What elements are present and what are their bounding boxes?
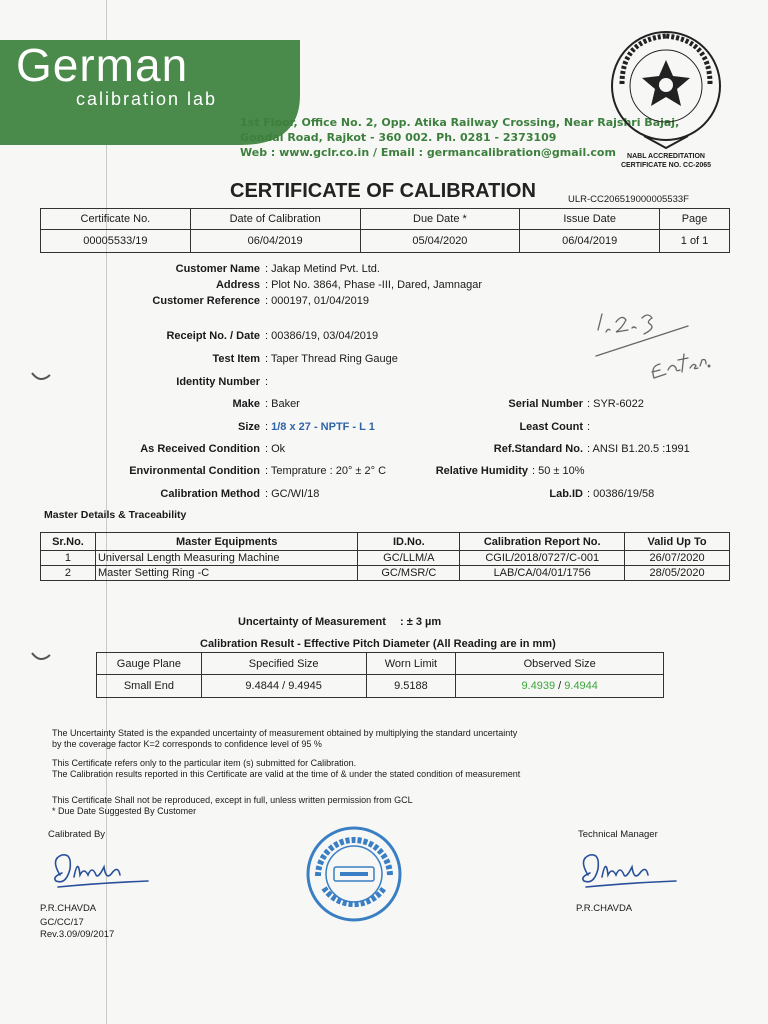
- address-line: Gondal Road, Rajkot - 360 002. Ph. 0281 - 2373109: [240, 131, 557, 144]
- test-item-label: Test Item: [212, 353, 260, 365]
- column-header: Page: [660, 209, 730, 230]
- table-cell: 28/05/2020: [625, 566, 730, 581]
- gauge-plane-cell: Small End: [97, 675, 202, 698]
- column-header: Issue Date: [520, 209, 660, 230]
- lab-stamp: [304, 824, 404, 924]
- calibration-result-title: Calibration Result - Effective Pitch Diameter (All Reading are in mm): [200, 638, 556, 650]
- address-line: 1st Floor, Office No. 2, Opp. Atika Railway Crossing, Near Rajshri Bajaj,: [240, 116, 680, 129]
- make-label: Make: [232, 398, 260, 410]
- ref-standard-value: : ANSI B1.20.5 :1991: [587, 443, 690, 455]
- manager-name: P.R.CHAVDA: [576, 903, 633, 914]
- due-date: 05/04/2020: [360, 230, 520, 253]
- table-row: [41, 566, 730, 581]
- note-line: * Due Date Suggested By Customer: [52, 806, 197, 816]
- certificate-summary-table: [40, 208, 730, 253]
- as-received-label: As Received Condition: [140, 443, 260, 455]
- serial-number-value: : SYR-6022: [587, 398, 644, 410]
- size-highlight: 1/8 x 27 - NPTF - L 1: [271, 421, 375, 433]
- worn-limit-cell: 9.5188: [366, 675, 456, 698]
- note-line: by the coverage factor K=2 corresponds to confidence level of 95 %: [52, 739, 322, 749]
- table-row: [97, 675, 664, 698]
- make-value: : Baker: [265, 398, 300, 410]
- punch-hole-mark: [30, 650, 52, 664]
- signature: [48, 845, 158, 895]
- uncertainty-value: : ± 3 µm: [400, 616, 442, 628]
- observed-value: 9.4939: [521, 680, 556, 692]
- column-header: ID.No.: [358, 533, 460, 551]
- note-line: The Calibration results reported in this Certificate are valid at the time of & under the stated condition of measurement: [52, 769, 521, 779]
- master-details-title: Master Details & Traceability: [44, 509, 187, 521]
- punch-hole-mark: [30, 370, 52, 384]
- table-cell: Master Setting Ring -C: [95, 566, 357, 581]
- signature: [576, 845, 686, 895]
- table-cell: Universal Length Measuring Machine: [95, 551, 357, 566]
- environment-label: Environmental Condition: [129, 465, 260, 477]
- column-header: Gauge Plane: [97, 653, 202, 675]
- size-label: Size: [237, 421, 260, 433]
- observed-value: 9.4944: [564, 680, 598, 692]
- master-equipment-table: [40, 532, 730, 581]
- observed-size-cell: [456, 675, 664, 698]
- column-header: Date of Calibration: [190, 209, 360, 230]
- certificate-title: CERTIFICATE OF CALIBRATION: [230, 180, 536, 202]
- receipt-label: Receipt No. / Date: [166, 330, 260, 342]
- table-cell: 26/07/2020: [625, 551, 730, 566]
- ulr-number: ULR-CC206519000005533F: [568, 194, 689, 205]
- column-header: Certificate No.: [41, 209, 191, 230]
- address-value: : Plot No. 3864, Phase -III, Dared, Jamnagar: [265, 279, 483, 291]
- note-line: The Uncertainty Stated is the expanded uncertainty of measurement obtained by multiplying the standard uncertainty: [52, 728, 518, 738]
- humidity-value: : 50 ± 10%: [532, 465, 585, 477]
- observed-separator: /: [555, 680, 565, 692]
- column-header: Observed Size: [456, 653, 664, 675]
- as-received-value: : Ok: [265, 443, 286, 455]
- column-header: Due Date *: [360, 209, 520, 230]
- method-label: Calibration Method: [160, 488, 260, 500]
- note-line: This Certificate Shall not be reproduced, except in full, unless written permission from GCL: [52, 795, 413, 805]
- table-cell: GC/LLM/A: [358, 551, 460, 566]
- issue-date: 06/04/2019: [520, 230, 660, 253]
- uncertainty-label: Uncertainty of Measurement: [238, 616, 386, 628]
- table-cell: 1: [41, 551, 96, 566]
- customer-reference-label: Customer Reference: [152, 295, 260, 307]
- form-code: GC/CC/17: [40, 917, 84, 928]
- note-line: This Certificate refers only to the particular item (s) submitted for Calibration.: [52, 758, 357, 768]
- column-header: Specified Size: [201, 653, 366, 675]
- page-count: 1 of 1: [660, 230, 730, 253]
- environment-value: : Temprature : 20° ± 2° C: [265, 465, 387, 477]
- address-label: Address: [215, 279, 260, 291]
- brand-subtitle: calibration lab: [76, 89, 218, 109]
- least-count-value: :: [587, 421, 591, 433]
- column-header: Valid Up To: [625, 533, 730, 551]
- size-value: [265, 421, 375, 433]
- table-cell: 2: [41, 566, 96, 581]
- nabl-seal: [608, 28, 724, 152]
- method-value: : GC/WI/18: [265, 488, 320, 500]
- specified-size-cell: 9.4844 / 9.4945: [201, 675, 366, 698]
- calibration-result-table: [96, 652, 664, 698]
- table-cell: LAB/CA/04/01/1756: [460, 566, 625, 581]
- column-header: Sr.No.: [41, 533, 96, 551]
- calibrator-name: P.R.CHAVDA: [40, 903, 97, 914]
- test-item-value: : Taper Thread Ring Gauge: [265, 353, 398, 365]
- table-cell: CGIL/2018/0727/C-001: [460, 551, 625, 566]
- contact-line: Web : www.gclr.co.in / Email : germancalibration@gmail.com: [240, 146, 616, 159]
- brand-name: German: [16, 39, 189, 91]
- ref-standard-label: Ref.Standard No.: [493, 443, 583, 455]
- handwritten-note: [592, 308, 712, 388]
- identity-number-label: Identity Number: [176, 376, 260, 388]
- nabl-accreditation: NABL ACCREDITATION CERTIFICATE NO. CC-2065: [620, 153, 712, 169]
- receipt-value: : 00386/19, 03/04/2019: [265, 330, 379, 342]
- table-row: [41, 551, 730, 566]
- certificate-number: 00005533/19: [41, 230, 191, 253]
- form-revision: Rev.3.09/09/2017: [40, 929, 115, 940]
- customer-reference-value: : 000197, 01/04/2019: [265, 295, 369, 307]
- column-header: Master Equipments: [95, 533, 357, 551]
- calibrated-by-label: Calibrated By: [48, 829, 106, 840]
- technical-manager-label: Technical Manager: [578, 829, 658, 840]
- column-header: Calibration Report No.: [460, 533, 625, 551]
- customer-name-label: Customer Name: [175, 263, 260, 275]
- lab-id-value: : 00386/19/58: [587, 488, 655, 500]
- serial-number-label: Serial Number: [508, 398, 583, 410]
- least-count-label: Least Count: [519, 421, 583, 433]
- column-header: Worn Limit: [366, 653, 456, 675]
- humidity-label: Relative Humidity: [435, 465, 528, 477]
- lab-id-label: Lab.ID: [549, 488, 583, 500]
- identity-number-value: :: [265, 376, 269, 388]
- size-prefix: :: [265, 421, 272, 433]
- table-cell: GC/MSR/C: [358, 566, 460, 581]
- calibration-date: 06/04/2019: [190, 230, 360, 253]
- customer-name-value: : Jakap Metind Pvt. Ltd.: [265, 263, 380, 275]
